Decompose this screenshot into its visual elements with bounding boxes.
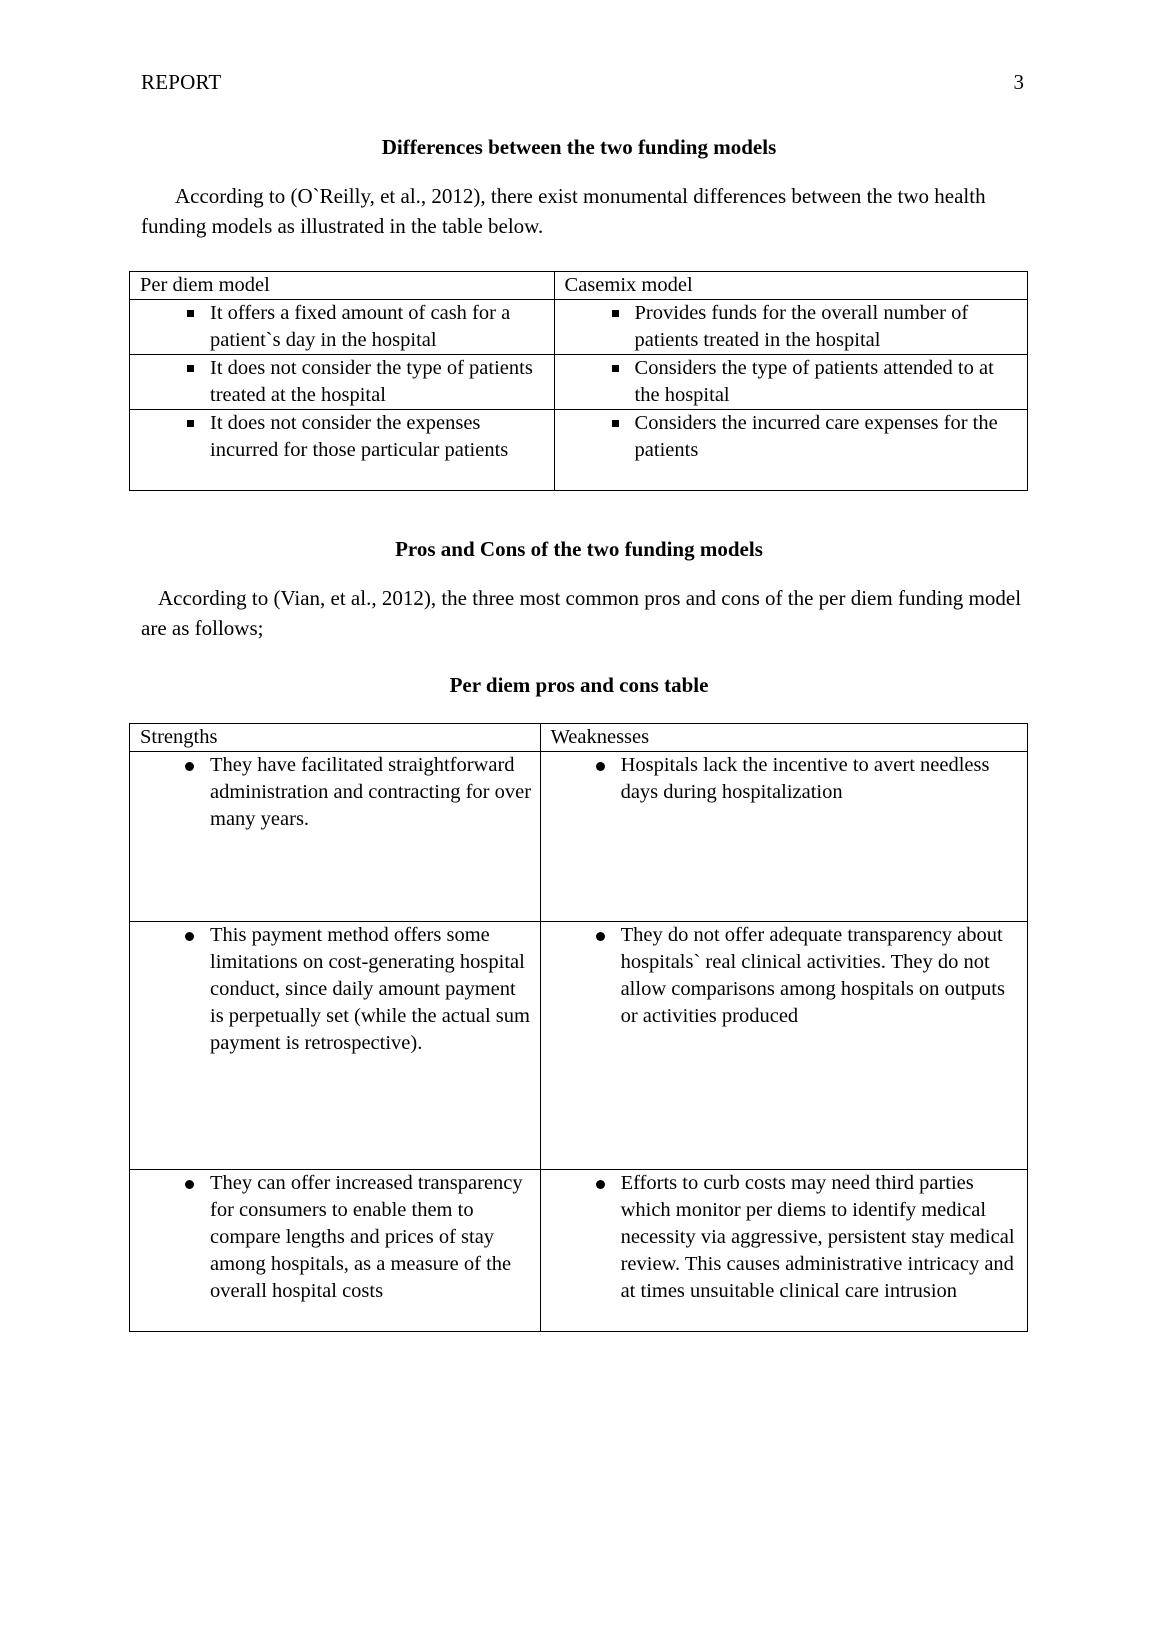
- square-bullet-icon: [612, 420, 619, 427]
- strength-point: This payment method offers some limitations on cost-generating hospital conduct, since daily amount payment is perpetually set (while the actual sum payment is retrospective).: [210, 924, 530, 1054]
- round-bullet-icon: [596, 762, 605, 771]
- table-row: [130, 1170, 1028, 1332]
- per-diem-point: It does not consider the type of patients treated at the hospital: [210, 357, 533, 406]
- table-cell: [130, 922, 541, 1170]
- page-number: 3: [1013, 70, 1024, 94]
- round-bullet-icon: [596, 1180, 605, 1189]
- column-header-weaknesses: Weaknesses: [540, 724, 1027, 752]
- intro-paragraph-differences: According to (O`Reilly, et al., 2012), there exist monumental differences between the two health funding models as illustrated in the table below.: [141, 184, 986, 238]
- strength-point: They can offer increased transparency for consumers to enable them to compare lengths and prices of stay among hospitals, as a measure of the overall hospital costs: [210, 1172, 523, 1302]
- square-bullet-icon: [612, 365, 619, 372]
- weakness-point: Efforts to curb costs may need third parties which monitor per diems to identify medical necessity via aggressive, persistent stay medical review. This causes administrative intricacy and at times unsuitable clinical care intrusion: [620, 1172, 1015, 1302]
- table-cell: [130, 300, 555, 355]
- table-cell: [130, 752, 541, 922]
- differences-table: [129, 271, 1028, 491]
- per-diem-point: It does not consider the expenses incurred for those particular patients: [210, 412, 509, 461]
- section-heading-pros-cons: Pros and Cons of the two funding models: [395, 537, 763, 561]
- square-bullet-icon: [187, 365, 194, 372]
- list-item: [140, 300, 548, 354]
- square-bullet-icon: [187, 310, 194, 317]
- table-row: [130, 922, 1028, 1170]
- table-cell: [130, 355, 555, 410]
- casemix-point: Considers the type of patients attended to at the hospital: [634, 357, 994, 406]
- round-bullet-icon: [185, 762, 194, 771]
- list-item: [140, 752, 534, 833]
- list-item: [140, 922, 534, 1057]
- round-bullet-icon: [185, 932, 194, 941]
- strength-point: They have facilitated straightforward administration and contracting for over many years.: [210, 754, 532, 830]
- casemix-point: Considers the incurred care expenses for the patients: [634, 412, 998, 461]
- table-cell: [540, 1170, 1027, 1332]
- table-cell: [130, 410, 555, 491]
- column-header-casemix: Casemix model: [554, 272, 1027, 300]
- per-diem-point: It offers a fixed amount of cash for a patient`s day in the hospital: [210, 302, 511, 351]
- table-cell: [540, 752, 1027, 922]
- round-bullet-icon: [596, 932, 605, 941]
- list-item: [565, 300, 1021, 354]
- intro-paragraph-pros-cons: According to (Vian, et al., 2012), the three most common pros and cons of the per diem funding model are as follows;: [141, 586, 1022, 640]
- weakness-point: Hospitals lack the incentive to avert needless days during hospitalization: [620, 754, 990, 803]
- list-item: [140, 410, 548, 464]
- column-header-strengths: Strengths: [130, 724, 541, 752]
- list-item: [551, 922, 1021, 1030]
- square-bullet-icon: [612, 310, 619, 317]
- table-cell: [540, 922, 1027, 1170]
- table-cell: [554, 410, 1027, 491]
- round-bullet-icon: [185, 1180, 194, 1189]
- section-heading-differences: Differences between the two funding models: [381, 135, 777, 159]
- table-cell: [130, 1170, 541, 1332]
- table-row: [130, 355, 1028, 410]
- list-item: [565, 355, 1021, 409]
- square-bullet-icon: [187, 420, 194, 427]
- table-title: Per diem pros and cons table: [449, 673, 709, 697]
- column-header-per-diem: Per diem model: [130, 272, 555, 300]
- running-head: REPORT: [141, 70, 222, 94]
- table-row: [130, 410, 1028, 491]
- list-item: [565, 410, 1021, 464]
- list-item: [140, 1170, 534, 1305]
- table-row: [130, 752, 1028, 922]
- list-item: [551, 1170, 1021, 1305]
- pros-cons-table: [129, 723, 1028, 1332]
- table-row: [130, 300, 1028, 355]
- casemix-point: Provides funds for the overall number of patients treated in the hospital: [634, 302, 969, 351]
- table-cell: [554, 355, 1027, 410]
- list-item: [551, 752, 1021, 806]
- weakness-point: They do not offer adequate transparency about hospitals` real clinical activities. They do not allow comparisons among hospitals on outputs or activities produced: [620, 924, 1005, 1027]
- list-item: [140, 355, 548, 409]
- table-header-row: [130, 724, 1028, 752]
- table-cell: [554, 300, 1027, 355]
- table-header-row: [130, 272, 1028, 300]
